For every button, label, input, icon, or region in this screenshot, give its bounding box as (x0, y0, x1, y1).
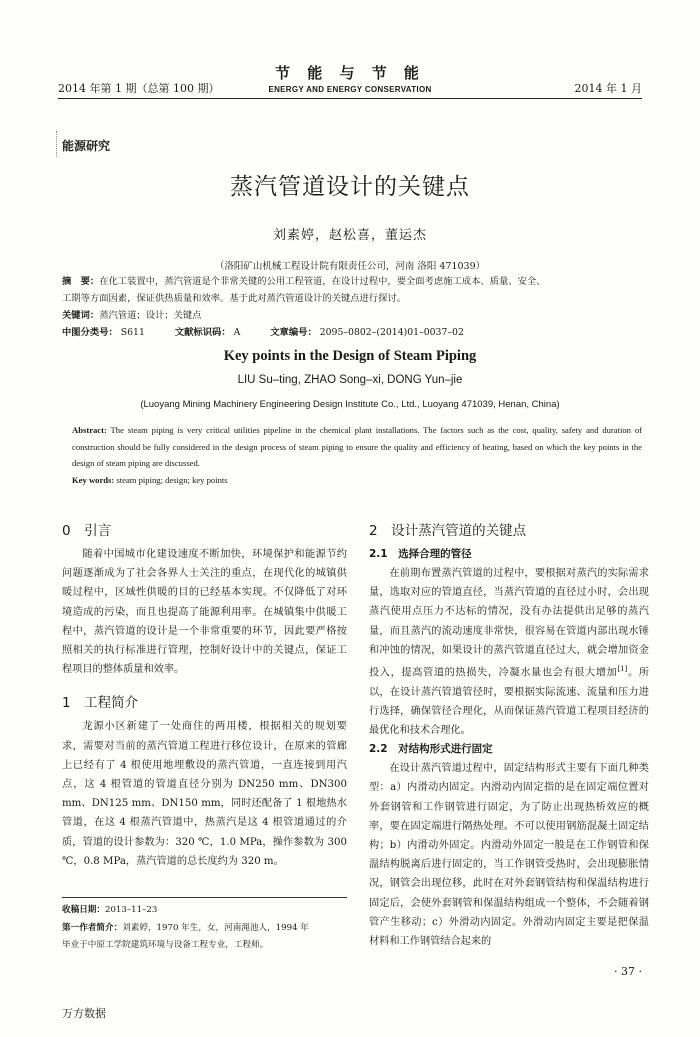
article-id-value: 2095–0802–(2014)01–0037–02 (319, 327, 464, 338)
classification-line (62, 324, 642, 341)
left-column (62, 519, 347, 871)
footnote-rule (62, 897, 347, 898)
abstract-en-label: Abstract: (72, 425, 107, 435)
clc-label: 中图分类号： (62, 327, 118, 338)
authors-en: LIU Su–ting, ZHAO Song–xi, DONG Yun–jie (237, 374, 463, 386)
clc-value: S611 (120, 327, 145, 338)
author-bio-line2: 毕业于中原工学院建筑环境与设备工程专业，工程师。 (62, 940, 269, 950)
keywords-cn-label: 关键词： (62, 310, 100, 321)
heading-fixed-structure: 2.2 对结构形式进行固定 (369, 743, 493, 756)
issue-info: 2014 年第 1 期（总第 100 期） (58, 82, 220, 95)
fixed-structure-paragraph: 在设计蒸汽管道过程中，固定结构形式主要有下面几种类型：a）内滑动内固定。内滑动内固定指的是在固定端位置对外套钢管和工作钢管进行固定，为了防止出现热桥效应的概率，要在固定端进行隔热处理。不可以使用钢筋混凝土固定结构；b）内滑动外固定。内滑动外固定一般是在工作钢管和保温结构脱离后进行固定的，当工作钢管受热时，会出现膨胀情况，钢管会出现位移，此时在对外套钢管结构和保温结构进行固定后，会使外套钢管和保温结构组成一个整体，不会随着钢管产生移动；c）外滑动内固定。外滑动内固定主要是把保温材料和工作钢管结合起来的 (369, 763, 649, 948)
pipe-diameter-paragraph (369, 564, 649, 740)
keywords-en-label: Key words: (72, 474, 115, 485)
received-date (62, 902, 347, 918)
heading-key-points: 2 设计蒸汽管道的关键点 (369, 523, 527, 539)
introduction-paragraph: 随着中国城市化建设速度不断加快，环境保护和能源节约问题逐渐成为了社会各界人士关注的重点，在现代化的城镇供暖过程中，区域性供暖的目的已经基本实现。不仅降低了对环境造成的污染，而且也提高了能源利用率。在城镇集中供暖工程中，蒸汽管道的设计是一个非常重要的环节，因此要严格按照相关的执行标准进行管理，控制好设计中的关键点，保证工程项目的整体质量和效率。 (62, 549, 347, 676)
heading-project-overview: 1 工程简介 (62, 695, 139, 712)
author-bio-text1: 刘素婷，1970 年生，女，河南渑池人，1994 年 (122, 923, 309, 933)
abstract-cn-line2: 工期等方面因素，保证供热质量和效率。基于此对蒸汽管道设计的关键点进行探讨。 (62, 293, 406, 304)
abstract-cn-text1: 在化工装置中，蒸汽管道是个非常关键的公用工程管道，在设计过程中，要全面考虑施工成本、质量、安全、 (99, 276, 546, 287)
received-label: 收稿日期： (62, 905, 105, 915)
journal-title-en: ENERGY AND ENERGY CONSERVATION (268, 85, 432, 94)
heading-introduction: 0 引言 (62, 523, 112, 539)
issue-date: 2014 年 1 月 (574, 82, 642, 95)
doc-code-value: A (233, 327, 241, 338)
citation-ref: [1] (617, 665, 628, 674)
header-rule (58, 98, 642, 99)
heading-pipe-diameter: 2.1 选择合理的管径 (369, 548, 472, 560)
page-number: · 37 · (614, 965, 642, 978)
journal-title-cn-text: 节 能 与 节 能 (275, 64, 425, 82)
affiliation-cn: （洛阳矿山机械工程设计院有限责任公司，河南 洛阳 471039） (214, 261, 486, 272)
abstract-cn-line1 (62, 273, 642, 290)
authors-cn: 刘素婷，赵松喜，董运杰 (272, 228, 427, 243)
article-id-label: 文章编号： (270, 327, 317, 338)
section-tag: 能源研究 (62, 139, 111, 153)
abstract-en (72, 422, 642, 488)
affiliation-en: (Luoyang Mining Machinery Engineering Design Institute Co., Ltd., Luoyang 471039, Henan, China) (140, 399, 560, 410)
keywords-cn-text: 蒸汽管道；设计；关键点 (99, 310, 202, 321)
section-tag-marker (56, 131, 61, 157)
abstract-en-text: The steam piping is very critical utilities pipeline in the chemical plant installations. The factors such as the cost, quality, safety and duration of construction should be fully considered in the design process of steam piping to ensure the quality and efficiency of heating, based on which the key points in the design of steam piping are discussed. (72, 425, 642, 468)
watermark: 万方数据 (62, 1007, 106, 1020)
paper-title-en: Key points in the Design of Steam Piping (223, 348, 477, 364)
author-bio-label: 第一作者简介： (62, 923, 123, 933)
paper-title-cn: 蒸汽管道设计的关键点 (230, 174, 470, 200)
right-column (369, 519, 649, 951)
abstract-cn-label: 摘 要： (62, 276, 100, 287)
doc-code-label: 文献标识码： (174, 327, 231, 338)
author-bio-line1 (62, 920, 347, 936)
keywords-cn (62, 307, 642, 324)
received-value: 2013–11–23 (104, 905, 158, 915)
project-overview-paragraph: 龙源小区新建了一处商住的两用楼，根据相关的规划要求，需要对当前的蒸汽管道工程进行移位设计，在原来的管廊上已经有了 4 根使用地埋敷设的蒸汽管道，一直连接到用汽点，这 4 根管道的管道直径分别为 DN250 mm、DN300 mm、DN125 mm、DN150 mm，同时还配备了 1 根地热水管道，在这 4 根蒸汽管道中，热蒸汽是这 4 根管道通过的介质，管道的设计参数为：320 ℃，1.0 MPa，操作参数为 300 ℃，0.8 MPa，蒸汽管道的总长度约为 320 m。 (62, 721, 347, 867)
pipe-diameter-text-end: 。所以，在设计蒸汽管道管径时，要根据实际流速、流量和压力进行选择，确保管径合理化，从而保证蒸汽管道工程项目经济的最优化和技术合理化。 (369, 667, 650, 737)
pipe-diameter-text: 在前期布置蒸汽管道的过程中，要根据对蒸汽的实际需求量，选取对应的管道直径，当蒸汽管道的直径过小时，会出现蒸汽使用点压力不达标的情况，没有办法提供出足够的蒸汽量，而且蒸汽的流动速度非常快，很容易在管道内部出现水锤和冲蚀的情况，如果设计的蒸汽管道直径过大，就会增加资金投入，提高管道的热损失，冷凝水量也会有很大增加 (369, 568, 649, 679)
keywords-en-text: steam piping; design; key points (114, 474, 228, 485)
